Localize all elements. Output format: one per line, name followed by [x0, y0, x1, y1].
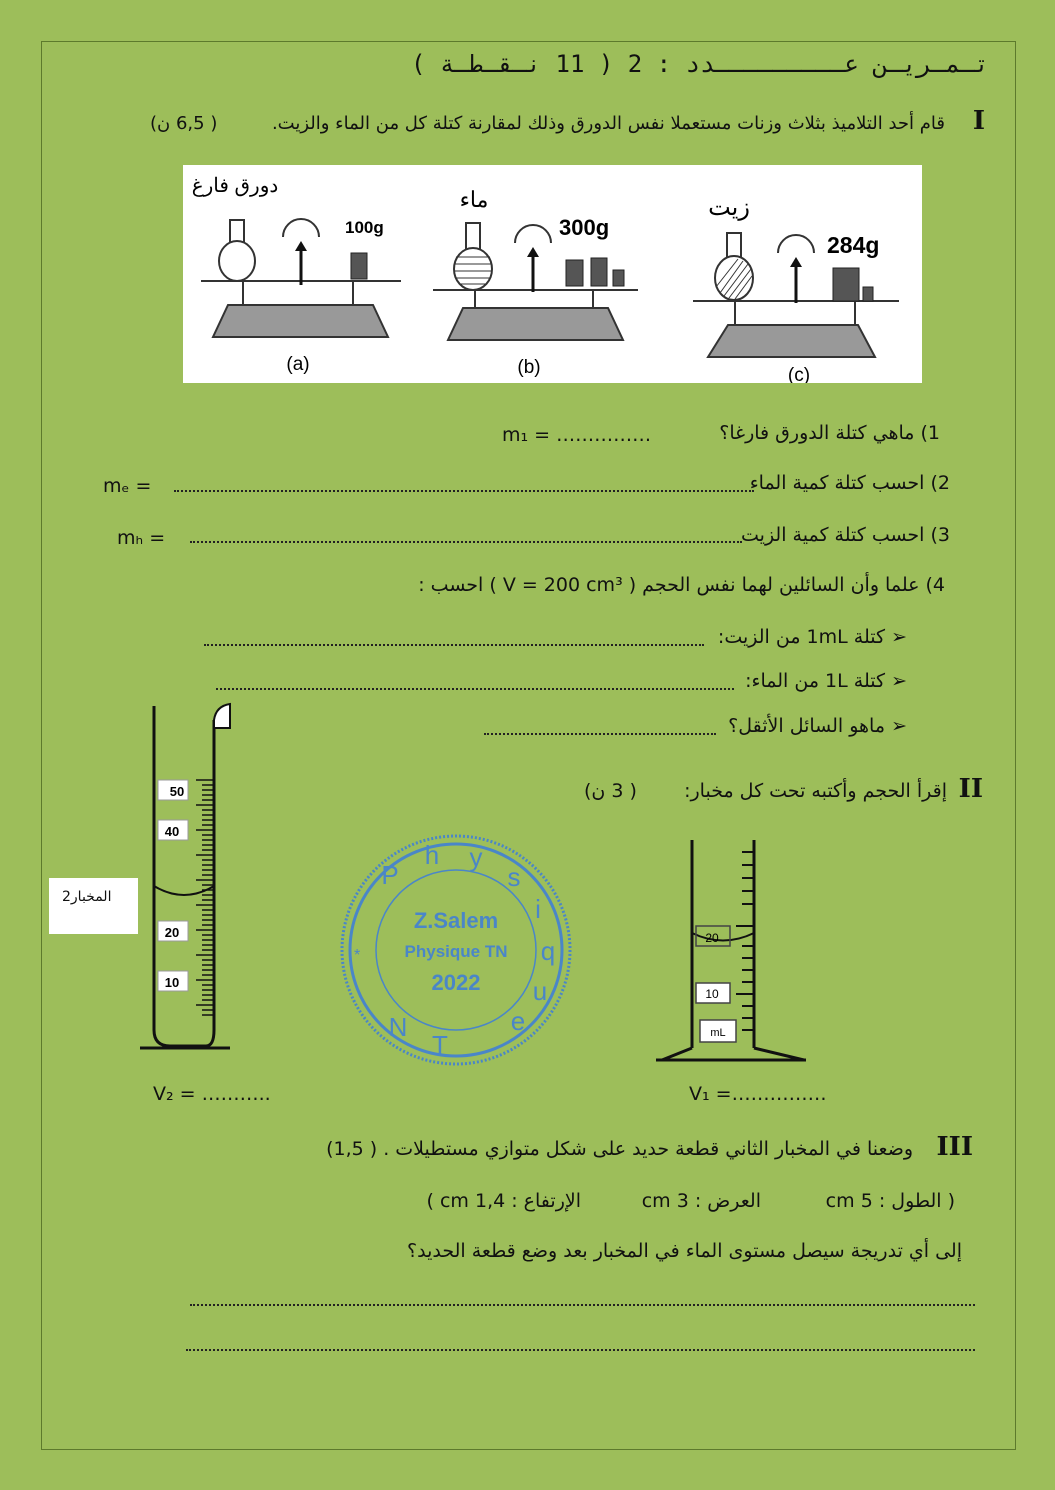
weight-icon	[591, 258, 607, 286]
dim-height: الإرتفاع : 1,4 cm )	[426, 1190, 581, 1212]
q1-answer-label: m₁ = ……………	[502, 424, 652, 446]
dim-width: العرض : 3 cm	[641, 1190, 761, 1212]
part3-question: إلى أي تدريجة سيصل مستوى الماء في المخبار بعد وضع قطعة الحديد؟	[407, 1240, 962, 1262]
part3-answer-line-2[interactable]	[186, 1349, 975, 1351]
cyl1-unit: mL	[710, 1027, 726, 1039]
part3-answer-line-1[interactable]	[190, 1304, 975, 1306]
part2-points: ( 3 ن)	[584, 780, 637, 802]
weight-icon	[566, 260, 583, 286]
exercise-title: تـمـريـن عـــــــــدد : 2 ( 11 نـقـطـة )	[411, 50, 989, 78]
caption-b: ماء	[459, 187, 489, 212]
part1-points: ( 6,5 ن)	[150, 113, 218, 134]
q3-answer-line[interactable]	[190, 541, 742, 543]
v2-answer-label: V₂ = ………..	[153, 1083, 271, 1105]
gauge-icon	[283, 219, 319, 237]
stamp-svg	[338, 832, 574, 1068]
stamp-line2: Physique TN	[404, 942, 508, 961]
v1-answer-label: V₁ =……………	[689, 1083, 827, 1105]
empty-flask	[219, 220, 255, 281]
bullet-oil: ➢ كتلة 1mL من الزيت:	[717, 626, 907, 648]
mass-c: 284g	[827, 232, 880, 258]
cyl2-tick-10: 10	[164, 975, 180, 990]
q3-text: 3) احسب كتلة كمية الزيت	[741, 524, 950, 546]
q2-answer-label: mₑ =	[103, 475, 152, 497]
bullet-oil-answer-line[interactable]	[204, 644, 704, 646]
bullet-water: ➢ كتلة 1L من الماء:	[745, 670, 907, 692]
cyl1-tick-10: 10	[705, 987, 719, 1001]
part2-roman: II	[958, 774, 983, 804]
weight-icon	[863, 287, 873, 301]
gauge-icon	[515, 225, 551, 243]
part3-statement: وضعنا في المخبار الثاني قطعة حديد على شكل متوازي مستطيلات . ( 1,5)	[326, 1138, 913, 1160]
cylinder2-label: المخبار2	[62, 889, 112, 905]
stamp-letter-s: s	[507, 862, 521, 892]
letter-c: (c)	[787, 365, 811, 383]
q1-text: 1) ماهي كتلة الدورق فارغا؟	[719, 422, 940, 444]
stamp-name: Z.Salem	[413, 908, 499, 933]
stamp-letter-i: i	[535, 894, 541, 924]
balance-figure	[183, 165, 922, 383]
balance-c	[693, 194, 899, 383]
water-flask	[454, 223, 492, 290]
part1-roman: I	[972, 106, 985, 136]
part3-roman: III	[936, 1132, 973, 1162]
balance-b	[433, 187, 638, 378]
svg-text:*: *	[354, 947, 361, 964]
q4-text: 4) علما وأن السائلين لهما نفس الحجم ( V = 200 cm³ ) احسب :	[418, 574, 945, 596]
stamp-letter-n: N	[388, 1012, 408, 1042]
part1-statement: قام أحد التلاميذ بثلاث وزنات مستعملا نفس الدورق وذلك لمقارنة كتلة كل من الماء والزيت.	[271, 113, 945, 134]
stamp-letter-p: P	[381, 860, 399, 890]
dim-length: ( الطول : 5 cm	[825, 1190, 955, 1212]
weight-icon	[833, 268, 859, 301]
bullet-heavier-answer-line[interactable]	[484, 733, 716, 735]
q3-answer-label: mₕ =	[117, 527, 166, 549]
cylinder2-label-box	[49, 878, 138, 934]
mass-b: 300g	[559, 215, 610, 240]
stamp-letter-t: T	[432, 1030, 448, 1060]
cyl2-tick-20: 20	[164, 925, 180, 940]
stamp-letter-e: e	[510, 1006, 526, 1036]
balances-svg	[183, 165, 922, 383]
caption-a: دورق فارغ	[191, 175, 279, 197]
stamp-letter-u: u	[532, 976, 548, 1006]
weight-icon	[613, 270, 624, 286]
cyl1-tick-20: 20	[705, 931, 719, 945]
oil-flask	[715, 233, 753, 300]
letter-b: (b)	[517, 357, 541, 378]
cyl2-tick-50: 50	[169, 784, 185, 799]
balance-a	[192, 175, 401, 375]
cylinder2-svg	[130, 700, 240, 1060]
bullet-heavier: ➢ ماهو السائل الأثقل؟	[728, 715, 907, 737]
bullet-oil-text: كتلة 1mL من الزيت:	[717, 626, 886, 648]
stamp-letter-q: q	[540, 936, 556, 966]
bullet-water-text: كتلة 1L من الماء:	[745, 670, 886, 692]
stamp-year: 2022	[431, 970, 481, 995]
stamp-letter-y: y	[469, 842, 483, 872]
letter-a: (a)	[286, 354, 310, 375]
mass-a: 100g	[345, 218, 384, 237]
weight-icon	[351, 253, 367, 279]
gauge-icon	[778, 235, 814, 253]
q2-answer-line[interactable]	[174, 490, 754, 492]
caption-c: زيت	[708, 194, 750, 221]
part2-statement: إقرأ الحجم وأكتبه تحت كل مخبار:	[684, 780, 947, 802]
stamp-letter-h: h	[424, 840, 440, 870]
cylinder1-svg	[650, 830, 810, 1065]
cyl2-tick-40: 40	[164, 824, 180, 839]
bullet-water-answer-line[interactable]	[216, 688, 734, 690]
q2-text: 2) احسب كتلة كمية الماء	[749, 472, 950, 494]
bullet-heavier-text: ماهو السائل الأثقل؟	[728, 715, 886, 737]
